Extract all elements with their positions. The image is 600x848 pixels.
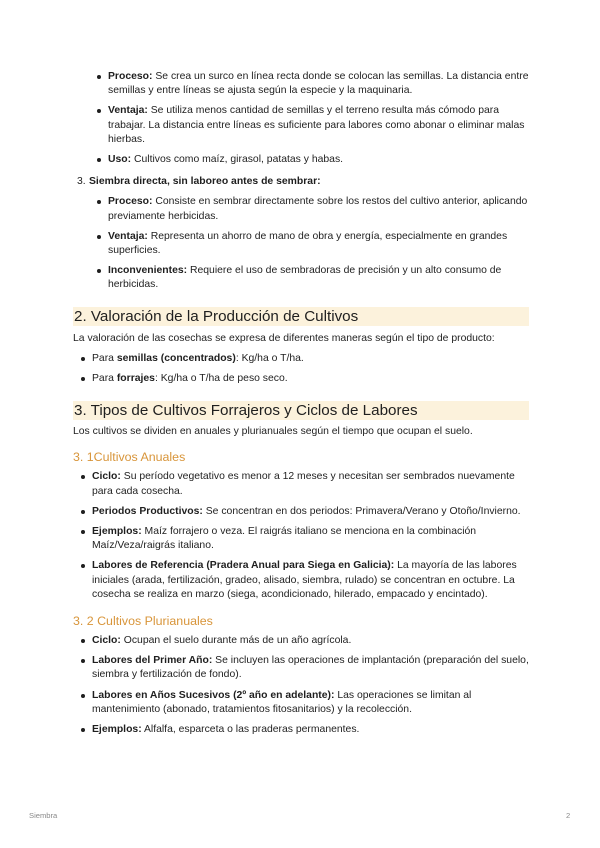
perennial-list xyxy=(73,634,529,737)
item-text: : Kg/ha o T/ha de peso seco. xyxy=(154,373,288,385)
method2-list xyxy=(89,70,529,167)
item-label: Ventaja: xyxy=(108,230,148,242)
item-label: Ventaja: xyxy=(108,105,148,117)
footer-title: Siembra xyxy=(29,811,58,820)
item-text: Su período vegetativo es menor a 12 meses y necesitan ser sembrados nuevamente para cada cosecha. xyxy=(92,471,515,497)
list-item xyxy=(89,264,529,292)
list-item xyxy=(73,505,529,519)
item-label: Ejemplos: xyxy=(92,526,142,538)
footer-page-number: 2 xyxy=(566,811,571,820)
item-label: Ejemplos: xyxy=(92,724,142,736)
item-text: Requiere el uso de sembradoras de precisión y un alto consumo de herbicidas. xyxy=(108,265,502,291)
item-text: : Kg/ha o T/ha. xyxy=(235,352,304,364)
item-text: Se incluyen las operaciones de implantación (preparación del suelo, siembra y fertilización de fondo). xyxy=(92,655,529,681)
item-text: Alfalfa, esparceta o las praderas permanentes. xyxy=(141,724,360,736)
item-prefix: Para xyxy=(92,352,117,364)
document-page xyxy=(73,70,529,737)
list-number: 3. xyxy=(77,176,86,188)
item-text: Representa un ahorro de mano de obra y energía, especialmente en grandes superficies. xyxy=(108,230,508,257)
method3-title: Siembra directa, sin laboreo antes de sembrar: xyxy=(89,176,321,188)
method3-list xyxy=(89,195,529,292)
item-text: Maíz forrajero o veza. El raigrás italiano se menciona en la combinación Maíz/Veza/raigrás italiano. xyxy=(92,526,477,552)
list-item xyxy=(73,689,529,717)
section3-intro: Los cultivos se dividen en anuales y plurianuales según el tiempo que ocupan el suelo. xyxy=(73,426,473,438)
list-item xyxy=(73,470,529,498)
subsection-perennial-heading: 3. 2 Cultivos Plurianuales xyxy=(73,614,213,629)
item-label: forrajes xyxy=(116,373,155,385)
item-label: Ciclo: xyxy=(92,471,121,483)
section3-heading: 3. Tipos de Cultivos Forrajeros y Ciclos de Labores xyxy=(73,401,529,420)
annual-list xyxy=(73,470,529,602)
list-item xyxy=(73,372,529,386)
list-item xyxy=(73,634,529,648)
list-item xyxy=(89,70,529,98)
item-text: Se utiliza menos cantidad de semillas y el terreno resulta más cómodo para trabajar. La distancia entre líneas es suficiente para labores como abonar o eliminar malas hierbas. xyxy=(108,105,525,145)
item-text: Cultivos como maíz, girasol, patatas y habas. xyxy=(131,154,344,166)
list-item xyxy=(73,723,529,737)
section2-heading: 2. Valoración de la Producción de Cultivos xyxy=(73,307,529,326)
list-item xyxy=(73,654,529,682)
item-label: Proceso: xyxy=(108,71,153,82)
section2-list xyxy=(73,352,529,386)
list-item xyxy=(73,559,529,602)
item-text: Se concentran en dos periodos: Primavera/Verano y Otoño/Invierno. xyxy=(202,505,521,517)
item-text: Se crea un surco en línea recta donde se colocan las semillas. La distancia entre semillas y entre líneas se ajusta según la especie y la maquinaria. xyxy=(108,71,529,97)
item-prefix: Para xyxy=(92,373,117,385)
list-item xyxy=(73,352,529,366)
item-label: Labores en Años Sucesivos (2º año en adelante): xyxy=(92,689,335,701)
method3-heading xyxy=(73,175,529,189)
item-label: Labores del Primer Año: xyxy=(92,655,213,667)
item-text: Ocupan el suelo durante más de un año agrícola. xyxy=(120,635,352,647)
item-label: Inconvenientes: xyxy=(108,265,188,277)
section2-intro: La valoración de las cosechas se expresa de diferentes maneras según el tipo de producto: xyxy=(73,332,495,344)
item-text: La mayoría de las labores iniciales (arada, fertilización, gradeo, alisado, siembra, rulado) se concentran en octubre. La cosecha se realiza en marzo (siega, acondicionado, hilerado, empacado y encintado). xyxy=(92,560,517,600)
list-item xyxy=(89,153,529,167)
item-label: Proceso: xyxy=(108,196,153,208)
item-label: Periodos Productivos: xyxy=(92,505,203,517)
item-label: Ciclo: xyxy=(92,635,121,647)
item-text: Consiste en sembrar directamente sobre los restos del cultivo anterior, aplicando previamente herbicidas. xyxy=(108,196,528,222)
list-item xyxy=(89,195,529,223)
item-label: Uso: xyxy=(108,154,132,166)
list-item xyxy=(89,104,529,147)
item-label: semillas (concentrados) xyxy=(116,352,236,364)
list-item xyxy=(89,230,529,258)
subsection-annual-heading: 3. 1Cultivos Anuales xyxy=(73,450,186,465)
item-label: Labores de Referencia (Pradera Anual para Siega en Galicia): xyxy=(92,560,395,572)
item-text: Las operaciones se limitan al mantenimiento (abonado, tratamientos fitosanitarios) y la recolección. xyxy=(92,689,472,715)
list-item xyxy=(73,525,529,553)
